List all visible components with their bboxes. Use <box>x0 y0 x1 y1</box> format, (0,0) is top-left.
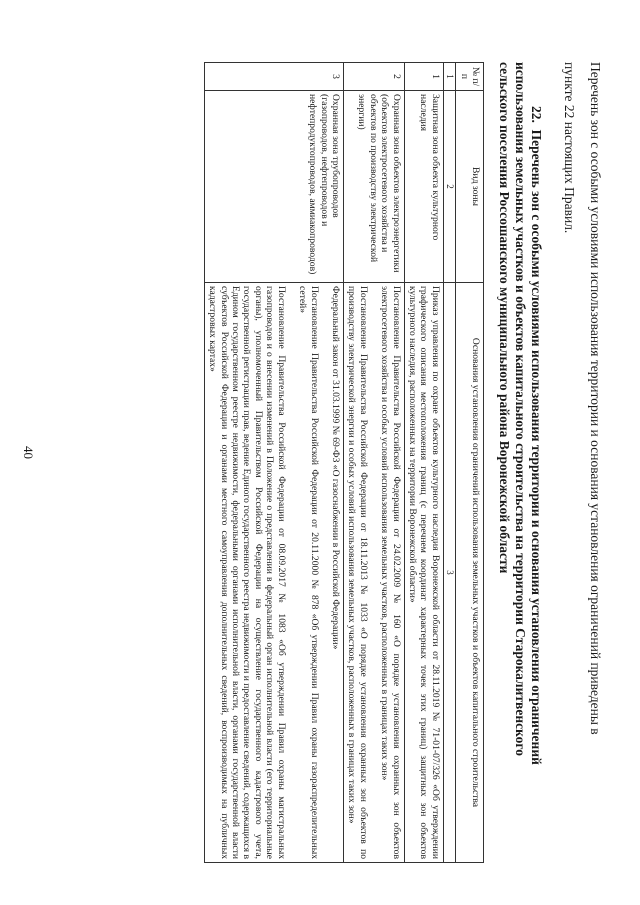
zone-type: Защитная зона объекта культурного наследия <box>404 91 443 283</box>
intro-line-2: пункте 22 настоящих Правил. <box>562 62 577 234</box>
section-title-line-3: сельского поселения Россошанского муниципального района Воронежской области <box>497 62 512 574</box>
basis-document: Постановление Правительства Российской Федерации от 08.09.2017 № 1083 «Об утверждении Правил охраны магистральных газопроводов и о внесении изменений в Положение о представлении в федеральный орган исполнительной власти (его территориальные органы), уполномоченный Правительством Российской Федерации на осуществление государственного кадастрового учета, государственной регистрации прав, ведение Единого государственного реестра недвижимости и предоставление сведений, содержащихся в Едином государственном реестре недвижимости, федеральными органами исполнительной власти, органами государственной власти субъектов Российской Федерации и органами местного самоуправления дополнительных сведений, воспроизводимых на публичных кадастровых картах» <box>207 286 287 859</box>
header-num: № п/п <box>456 63 484 91</box>
zones-table <box>204 62 484 863</box>
basis-document: Постановление Правительства Российской Федерации от 24.02.2009 № 160 «О порядке установления охранных зон объектов электросетевого хозяйства и особых условий использования земельных участков, расположенных в границах таких зон» <box>379 286 402 859</box>
col-number: 2 <box>443 91 455 283</box>
zone-type: Охранная зона трубопроводов (газопроводов, нефтепроводов и нефтепродуктопроводов, аммиакопроводов) <box>204 91 343 283</box>
row-number: 1 <box>404 63 443 91</box>
basis-cell <box>343 283 404 863</box>
table-header-row <box>456 63 484 863</box>
section-heading <box>496 62 544 862</box>
section-title-line-2: использования земельных участков и объектов капитального строительства на территории Старокалитвенского <box>513 62 528 756</box>
col-number: 1 <box>443 63 455 91</box>
table-row <box>404 63 443 863</box>
zone-type: Охранная зона объектов электроэнергетики (объектов электросетевого хозяйства и объектов по производству электрической энергии) <box>343 91 404 283</box>
row-number: 3 <box>204 63 343 91</box>
section-number: 22. <box>529 106 544 123</box>
basis-document: Постановление Правительства Российской Федерации от 18.11.2013 № 1033 «О порядке установления охранных зон объектов по производству электрической энергии и особых условий использования земельных участков, расположенных в границах таких зон» <box>346 286 369 859</box>
section-title-line-1: Перечень зон с особыми условиями использования территории и основания установления ограничений <box>529 129 544 765</box>
page-number: 40 <box>21 446 36 459</box>
table-column-numbers-row <box>443 63 455 863</box>
row-number: 2 <box>343 63 404 91</box>
basis-document: Федеральный закон от 31.03.1999 № 69-ФЗ «О газоснабжении в Российской Федерации» <box>329 286 341 650</box>
col-number: 3 <box>443 283 455 863</box>
intro-paragraph <box>556 62 608 842</box>
table-row <box>343 63 404 863</box>
basis-document: Постановление Правительства Российской Федерации от 20.11.2000 № 878 «Об утверждении Правил охраны газораспределительных сетей» <box>297 286 320 859</box>
header-zone-type: Вид зоны <box>456 91 484 283</box>
basis-document: Приказ управления по охране объектов культурного наследия Воронежской области от 28.11.2019 № 71-01-07/326 «Об утверждении графического описания местоположения границ (с перечнем координат характерных точек этих границ) защитных зон объектов культурного наследия, расположенных на территории Воронежской области» <box>406 286 441 859</box>
basis-cell <box>404 283 443 863</box>
table-row <box>204 63 343 863</box>
basis-cell <box>204 283 343 863</box>
intro-line-1: Перечень зон с особыми условиями использования территории и основания установления ограничений приведены в <box>588 62 603 735</box>
header-basis: Основания установления ограничений использования земельных участков и объектов капитального строительства <box>456 283 484 863</box>
